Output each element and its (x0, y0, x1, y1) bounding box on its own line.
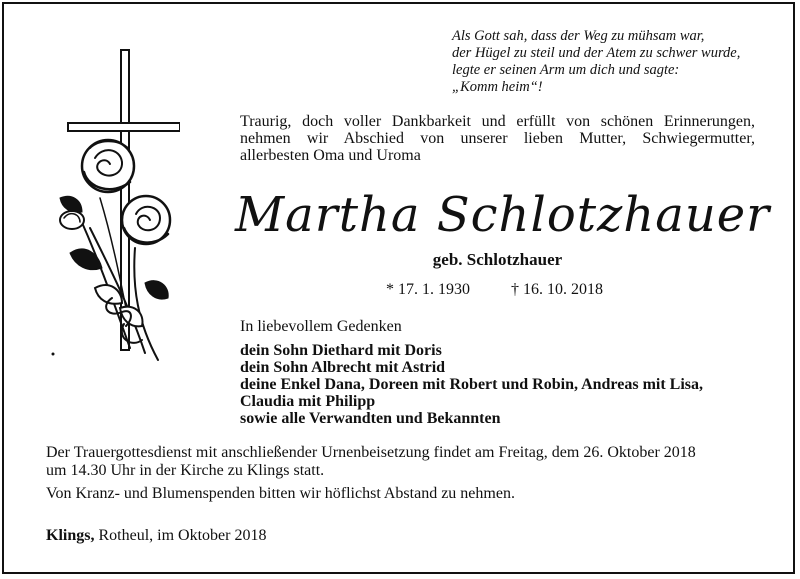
mourner-line: dein Sohn Diethard mit Doris (240, 342, 442, 359)
mourner-line: deine Enkel Dana, Doreen mit Robert und Robin, Andreas mit Lisa, (240, 376, 704, 393)
closing-line (46, 527, 266, 545)
death-date: † 16. 10. 2018 (511, 281, 603, 298)
service-line: um 14.30 Uhr in der Kirche zu Klings statt. (46, 462, 325, 479)
closing-place: Klings, (46, 527, 95, 544)
closing-rest: Rotheul, im Oktober 2018 (94, 527, 267, 544)
service-line: Der Trauergottesdienst mit anschließender Urnenbeisetzung findet am Freitag, dem 26. Oktober 2018 (46, 444, 696, 461)
intro-line: nehmen wir Abschied von unserer lieben Mutter, Schwiegermutter, (240, 130, 755, 147)
mourner-line: Claudia mit Philipp (240, 393, 376, 410)
service-notice (46, 444, 761, 480)
mourner-line: dein Sohn Albrecht mit Astrid (240, 359, 446, 376)
intro-line: Traurig, doch voller Dankbarkeit und erfüllt von schönen Erinnerungen, (240, 113, 755, 130)
mourners-intro: In liebevollem Gedenken (240, 318, 402, 335)
birth-date: * 17. 1. 1930 (386, 281, 470, 298)
poem-line: Als Gott sah, dass der Weg zu mühsam war, (452, 28, 705, 44)
poem-line: der Hügel zu steil und der Atem zu schwer wurde, (452, 45, 741, 61)
mourners-list (240, 342, 770, 427)
poem-line: „Komm heim“! (452, 79, 543, 95)
poem-line: legte er seinen Arm um dich und sagte: (452, 62, 680, 78)
deceased-name: Martha Schlotzhauer (235, 187, 771, 243)
flowers-note: Von Kranz- und Blumenspenden bitten wir höflichst Abstand zu nehmen. (46, 485, 515, 502)
cross-with-roses-icon (50, 48, 180, 366)
intro-text (240, 113, 755, 164)
mourner-line: sowie alle Verwandten und Bekannten (240, 410, 501, 427)
birth-name: geb. Schlotzhauer (432, 250, 563, 269)
poem (452, 28, 782, 96)
intro-line: allerbesten Oma und Uroma (240, 147, 421, 164)
